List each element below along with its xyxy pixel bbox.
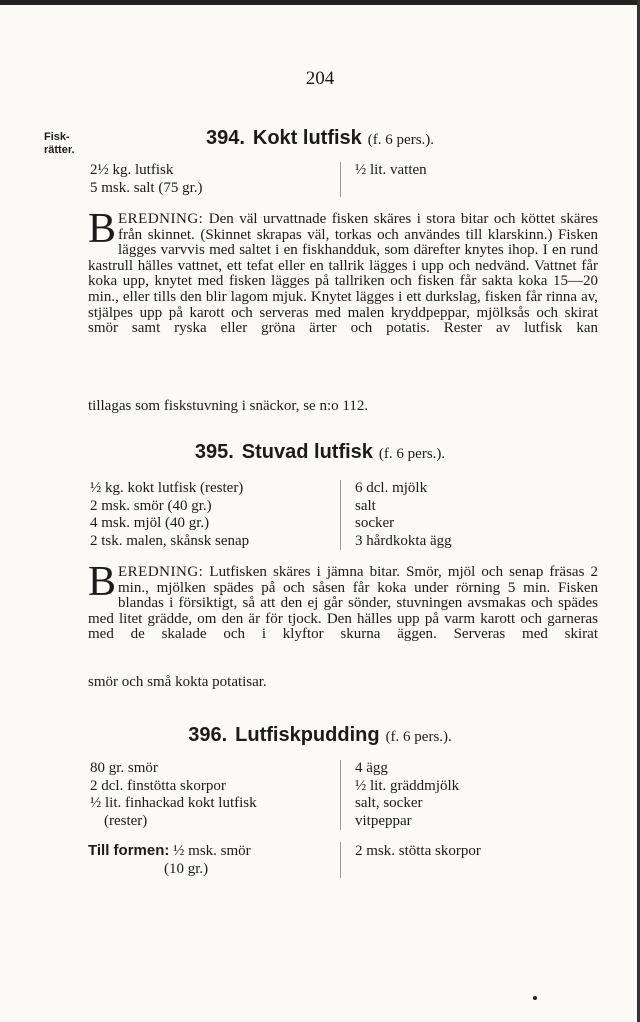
- recipe-394-method-last-line: tillagas som fiskstuvning i snäckor, se n:o 112.: [88, 398, 369, 414]
- recipe-395-ingredients: [90, 480, 550, 550]
- ingredient: 2 tsk. malen, skånsk senap: [90, 532, 250, 549]
- ingredients-left-column: [90, 760, 340, 830]
- recipe-394-title: [0, 127, 640, 150]
- ingredients-right-column: [340, 162, 427, 197]
- recipe-395-title: [0, 441, 640, 464]
- ingredients-right-column: [340, 480, 452, 550]
- recipe-395-method: [88, 559, 598, 643]
- ingredient: 5 msk. salt (75 gr.): [90, 179, 203, 196]
- form-label: Till formen:: [88, 842, 170, 859]
- recipe-394-ingredients: [90, 162, 550, 197]
- recipe-name: Stuvad lutfisk: [241, 441, 373, 463]
- ingredients-left-column: [90, 162, 340, 197]
- recipe-name: Lutfiskpudding: [235, 724, 380, 746]
- ingredients-left-column: [90, 480, 340, 550]
- page-top-edge: [0, 0, 640, 5]
- form-right-column: [340, 842, 481, 878]
- ingredient: 80 gr. smör: [90, 760, 158, 776]
- recipe-394-method: [88, 206, 598, 337]
- ingredient: ½ lit. finhackad kokt lutfisk: [90, 795, 257, 811]
- method-text: Den väl urvattnade fisken skäres i stora bitar och köttet skäres från skinnet. (Skinnet skrapas väl, torkas och användes till klarskinn.) Fisken lägges varvvis med saltet i en fiskhandduk, som därefter knytes ihop. I en rund kastrull hälles vattnet, ett tefat eller en tallrik lägges i upp och nedvänd. Vattnet får koka upp, knytet med fisken lägges på tallriken och fisken får sakta koka 15—20 min., eller tills den blir lagom mjuk. Knytet lägges i ett durkslag, fisken får rinna av, stjälpes upp på karott och serveras med malen kryddpeppar, mjölksås och skirat smör samt ryska eller gröna ärter och potatis. Rester av lutfisk kan: [88, 211, 598, 337]
- method-lead: EREDNING:: [118, 211, 204, 227]
- ingredient: vitpeppar: [355, 812, 412, 829]
- recipe-number: 395.: [194, 441, 234, 463]
- ingredient: (rester): [104, 812, 148, 829]
- form-line: [88, 842, 340, 860]
- ingredient: salt: [355, 497, 376, 514]
- recipe-395-method-last-line: smör och små kokta potatisar.: [88, 674, 267, 690]
- recipe-396-title: [0, 724, 640, 747]
- method-text: Lutfisken skäres i jämna bitar. Smör, mjöl och senap fräsas 2 min., mjölken spädes på och såsen får koka under rörning 5 min. Fisken blandas i försiktigt, så att den ej går sönder, stuvningen avsmakas och spädes med litet grädde, om den är för tjock. Den hälles upp på varm karott och garneras med de skalade och i klyftor skurna äggen. Serveras med skirat: [88, 564, 598, 643]
- form-quantity-weight: (10 gr.): [164, 861, 209, 877]
- dropcap: B: [88, 206, 117, 252]
- ingredient: 4 msk. mjöl (40 gr.): [90, 515, 210, 531]
- recipe-396-form-row: [88, 842, 558, 878]
- ingredient: 3 hårdkokta ägg: [355, 532, 452, 549]
- print-speck: [533, 996, 537, 1000]
- recipe-396-ingredients: [90, 760, 550, 830]
- ingredient: 4 ägg: [355, 760, 388, 776]
- margin-note-line: rätter.: [44, 144, 75, 156]
- margin-note-line: Fisk-: [44, 131, 70, 143]
- form-quantity: ½ msk. smör: [173, 843, 251, 859]
- form-ingredient: 2 msk. stötta skorpor: [355, 843, 481, 859]
- recipe-name: Kokt lutfisk: [252, 127, 362, 149]
- ingredients-right-column: [340, 760, 459, 830]
- recipe-number: 396.: [188, 724, 228, 746]
- ingredient: socker: [355, 515, 395, 531]
- page-number: 204: [305, 68, 335, 89]
- recipe-number: 394.: [205, 127, 245, 149]
- ingredient: 2 msk. smör (40 gr.): [90, 497, 212, 514]
- recipe-servings: (f. 6 pers.).: [378, 446, 446, 462]
- dropcap: B: [88, 559, 117, 605]
- ingredient: ½ lit. vatten: [355, 162, 427, 178]
- ingredient: ½ kg. kokt lutfisk (rester): [90, 480, 244, 496]
- method-lead: EREDNING:: [118, 564, 204, 580]
- ingredient: 2½ kg. lutfisk: [90, 162, 174, 178]
- recipe-servings: (f. 6 pers.).: [367, 132, 435, 148]
- ingredient: ½ lit. gräddmjölk: [355, 777, 460, 794]
- ingredient: 2 dcl. finstötta skorpor: [90, 777, 226, 794]
- form-left-column: [88, 842, 340, 878]
- ingredient: salt, socker: [355, 795, 423, 811]
- recipe-servings: (f. 6 pers.).: [385, 729, 452, 745]
- ingredient: 6 dcl. mjölk: [355, 480, 428, 496]
